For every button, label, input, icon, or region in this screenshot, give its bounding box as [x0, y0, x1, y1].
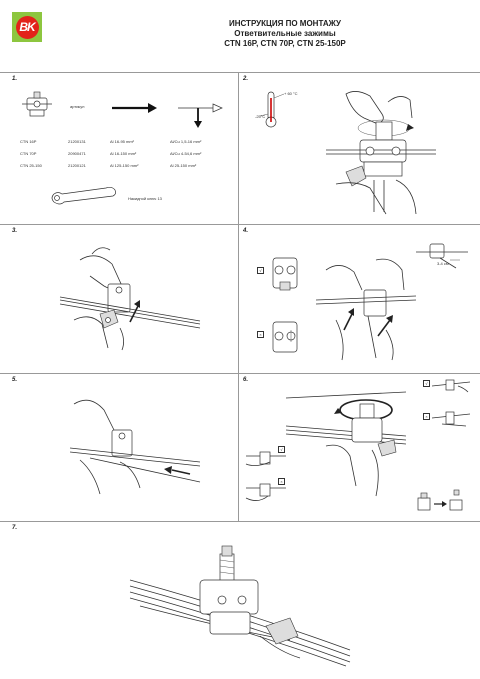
branch-incorrect-detail [246, 482, 286, 504]
arrow-right-icon [112, 103, 157, 113]
step-number: 7. [12, 525, 18, 531]
spec-table [20, 139, 240, 175]
divider [0, 224, 480, 225]
temp-high-label: + 60 °C [284, 91, 298, 96]
installed-clamp-illustration [130, 540, 350, 670]
step-number: 6. [243, 377, 249, 383]
document-header [150, 19, 420, 49]
header-subtitle: Ответвительные зажимы [234, 29, 336, 38]
thermometer-icon [258, 90, 298, 130]
final-tightening-illustration [286, 386, 406, 501]
divider [0, 72, 480, 73]
wrench-illustration [48, 186, 118, 208]
hands-inserting-cable-illustration [316, 250, 416, 362]
wrench-label: Накидной ключ 13 [128, 196, 162, 201]
head-shear-detail [416, 490, 466, 514]
branch-correct-detail [246, 450, 286, 470]
article-label: артикул [70, 104, 85, 109]
ok-mark: √ [278, 446, 285, 453]
table-row: CTN 25-150 21200121 Al 125-150 mm² Al 25-150 mm² [20, 163, 197, 168]
table-row: CTN 70P 20900471 Al 16-150 mm² Al/Cu 4-54,6 mm² [20, 151, 202, 156]
ok-mark: √ [257, 267, 264, 274]
distance-detail-illustration [416, 240, 468, 274]
logo-text: BK [16, 16, 39, 39]
bad-mark: × [257, 331, 264, 338]
brand-logo [12, 12, 42, 42]
clamp-small-illustration [22, 92, 52, 122]
correct-tightening-detail [432, 376, 470, 394]
step-number: 2. [243, 76, 249, 82]
distance-label: 3-4 см [437, 261, 449, 266]
incorrect-tightening-detail [432, 408, 470, 428]
header-models: CTN 16P, CTN 70P, CTN 25-150P [224, 39, 346, 48]
bad-mark: × [278, 478, 285, 485]
header-title: ИНСТРУКЦИЯ ПО МОНТАЖУ [228, 19, 342, 28]
divider [0, 521, 480, 522]
temp-low-label: -25°C [255, 114, 266, 119]
step-number: 5. [12, 377, 18, 383]
table-row: CTN 16P 21200131 Al 16-95 mm² Al/Cu 1,5-16 mm² [20, 139, 202, 144]
torque-arrow-icon [178, 103, 223, 129]
step-number: 3. [12, 228, 18, 234]
clamp-incorrect-illustration [268, 318, 302, 356]
divider [0, 373, 480, 374]
bad-mark: × [423, 413, 430, 420]
clamp-correct-illustration [268, 254, 302, 292]
step-number: 1. [12, 76, 18, 82]
hand-placing-clamp-illustration [60, 240, 200, 350]
ok-mark: √ [423, 380, 430, 387]
hand-pushing-cable-illustration [60, 388, 200, 498]
hand-tightening-illustration [326, 84, 436, 219]
step-number: 4. [243, 228, 249, 234]
